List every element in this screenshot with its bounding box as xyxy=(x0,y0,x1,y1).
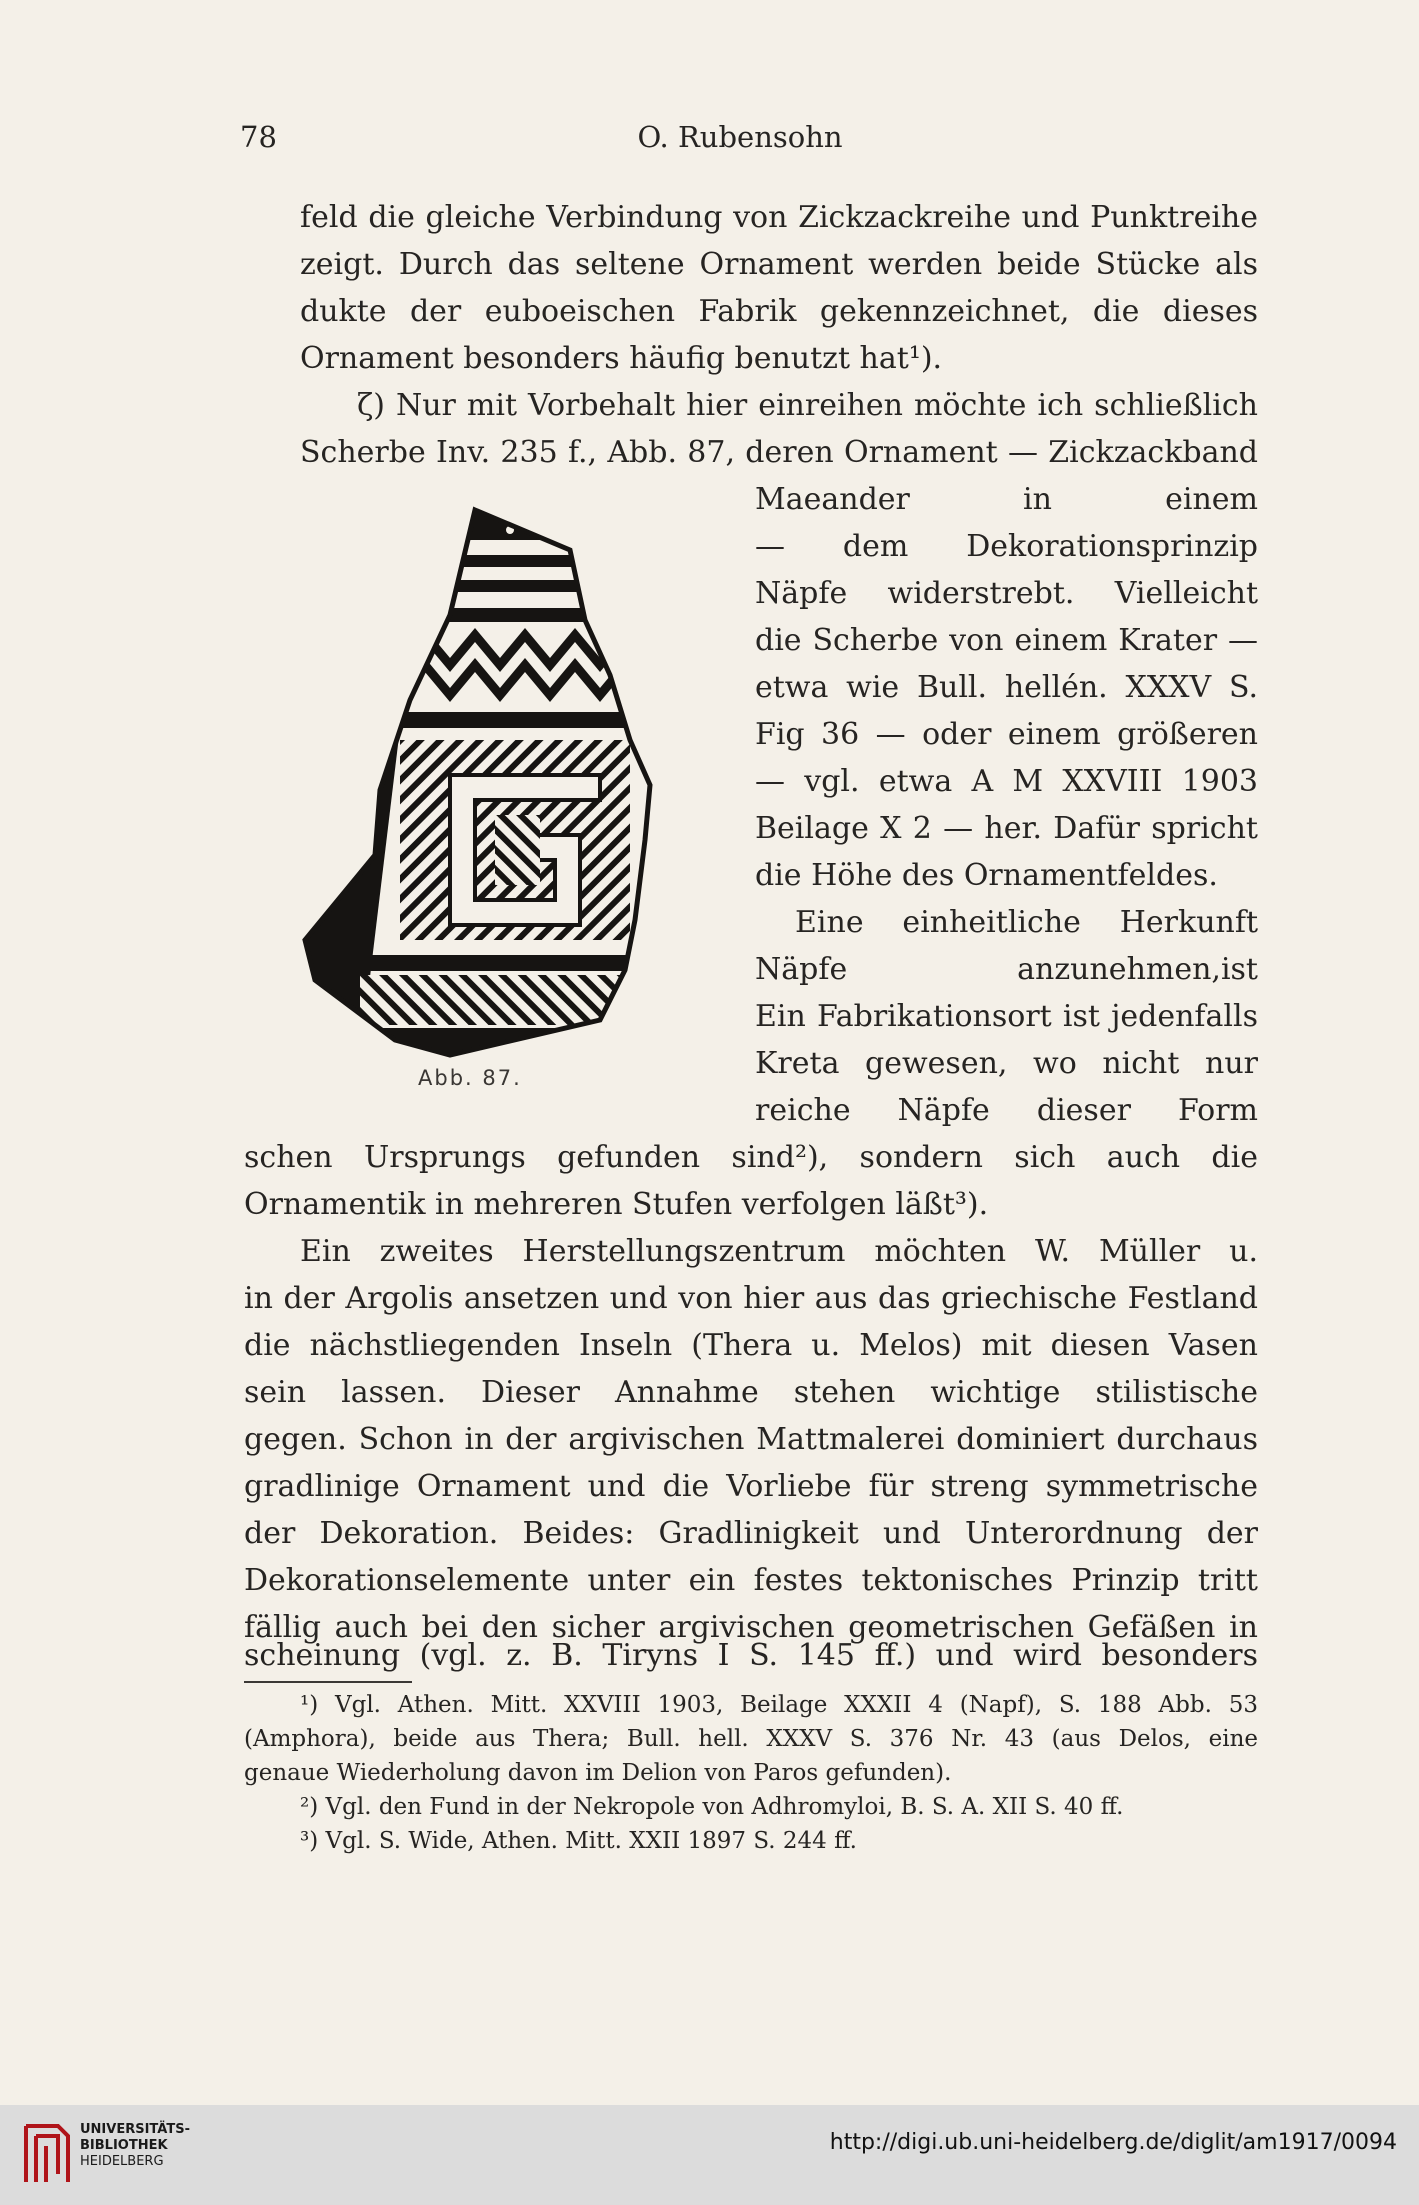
body-line: Fig 36 — oder einem größeren xyxy=(755,717,1258,752)
footnote-line: (Amphora), beide aus Thera; Bull. hell. XXXV S. 376 Nr. 43 (aus Delos, eine xyxy=(244,1726,1258,1752)
library-logo-icon xyxy=(18,2118,74,2190)
body-line: — vgl. etwa A M XXVIII 1903 xyxy=(755,764,1258,799)
body-line: die nächstliegenden Inseln (Thera u. Melos) mit diesen Vasen xyxy=(244,1328,1258,1363)
body-line: gradlinige Ornament und die Vorliebe für streng symmetrische xyxy=(244,1469,1258,1504)
body-line: Eine einheitliche Herkunft xyxy=(795,905,1258,940)
footnote-line: genaue Wiederholung davon im Delion von Paros gefunden). xyxy=(244,1760,952,1786)
body-line: gegen. Schon in der argivischen Mattmalerei dominiert durchaus xyxy=(244,1422,1258,1457)
body-line: feld die gleiche Verbindung von Zickzackreihe und Punktreihe xyxy=(300,200,1258,235)
body-line: der Dekoration. Beides: Gradlinigkeit und Unterordnung der xyxy=(244,1516,1258,1551)
library-line: HEIDELBERG xyxy=(80,2154,164,2169)
sherd-illustration xyxy=(300,500,730,1060)
body-line: fällig auch bei den sicher argivischen geometrischen Gefäßen in xyxy=(244,1610,1258,1645)
body-line: Scherbe Inv. 235 f., Abb. 87, deren Ornament — Zickzackband xyxy=(300,435,1258,470)
body-line: ζ) Nur mit Vorbehalt hier einreihen möchte ich schließlich xyxy=(357,388,1258,423)
body-line: Ein Fabrikationsort ist jedenfalls xyxy=(755,999,1258,1034)
body-line: sein lassen. Dieser Annahme stehen wichtige stilistische xyxy=(244,1375,1258,1410)
body-line: reiche Näpfe dieser Form xyxy=(755,1093,1258,1128)
footnote-line: ¹) Vgl. Athen. Mitt. XXVIII 1903, Beilage XXXII 4 (Napf), S. 188 Abb. 53 xyxy=(300,1692,1258,1718)
library-line: UNIVERSITÄTS- xyxy=(80,2122,190,2137)
body-line: die Höhe des Ornamentfeldes. xyxy=(755,858,1218,893)
body-line: — dem Dekorationsprinzip xyxy=(755,529,1258,564)
page-number: 78 xyxy=(240,120,277,154)
body-line: etwa wie Bull. hellén. XXXV S. xyxy=(755,670,1258,705)
running-author: O. Rubensohn xyxy=(637,120,843,154)
body-line: Näpfe widerstrebt. Vielleicht xyxy=(755,576,1258,611)
body-line: Ornamentik in mehreren Stufen verfolgen läßt³). xyxy=(244,1187,989,1222)
footer-bar xyxy=(0,2105,1419,2205)
library-line: BIBLIOTHEK xyxy=(80,2138,168,2153)
library-name xyxy=(80,2122,190,2170)
body-line: Maeander in einem xyxy=(755,482,1258,517)
source-url-link[interactable]: http://digi.ub.uni-heidelberg.de/diglit/am1917/0094 xyxy=(829,2130,1397,2155)
body-line: Ein zweites Herstellungszentrum möchten W. Müller u. xyxy=(300,1234,1258,1269)
body-line: Beilage X 2 — her. Dafür spricht xyxy=(755,811,1258,846)
body-line: zeigt. Durch das seltene Ornament werden beide Stücke als xyxy=(300,247,1258,282)
body-line: Näpfe anzunehmen,ist xyxy=(755,952,1258,987)
body-line: Kreta gewesen, wo nicht nur xyxy=(755,1046,1258,1081)
body-line: dukte der euboeischen Fabrik gekennzeichnet, die dieses xyxy=(300,294,1258,329)
footnote-line: ³) Vgl. S. Wide, Athen. Mitt. XXII 1897 S. 244 ff. xyxy=(300,1828,857,1854)
footnote-separator xyxy=(244,1681,412,1683)
figure-caption: Abb. 87. xyxy=(418,1066,522,1090)
running-header xyxy=(240,120,1240,160)
body-line: scheinung (vgl. z. B. Tiryns I S. 145 ff.) und wird besonders xyxy=(244,1638,1258,1673)
body-line: Dekorationselemente unter ein festes tektonisches Prinzip tritt xyxy=(244,1563,1258,1598)
body-line: Ornament besonders häufig benutzt hat¹). xyxy=(300,341,943,376)
body-line: die Scherbe von einem Krater — xyxy=(755,623,1258,658)
body-line: schen Ursprungs gefunden sind²), sondern sich auch die xyxy=(244,1140,1258,1175)
body-line: in der Argolis ansetzen und von hier aus das griechische Festland xyxy=(244,1281,1258,1316)
footnote-line: ²) Vgl. den Fund in der Nekropole von Adhromyloi, B. S. A. XII S. 40 ff. xyxy=(300,1794,1124,1820)
